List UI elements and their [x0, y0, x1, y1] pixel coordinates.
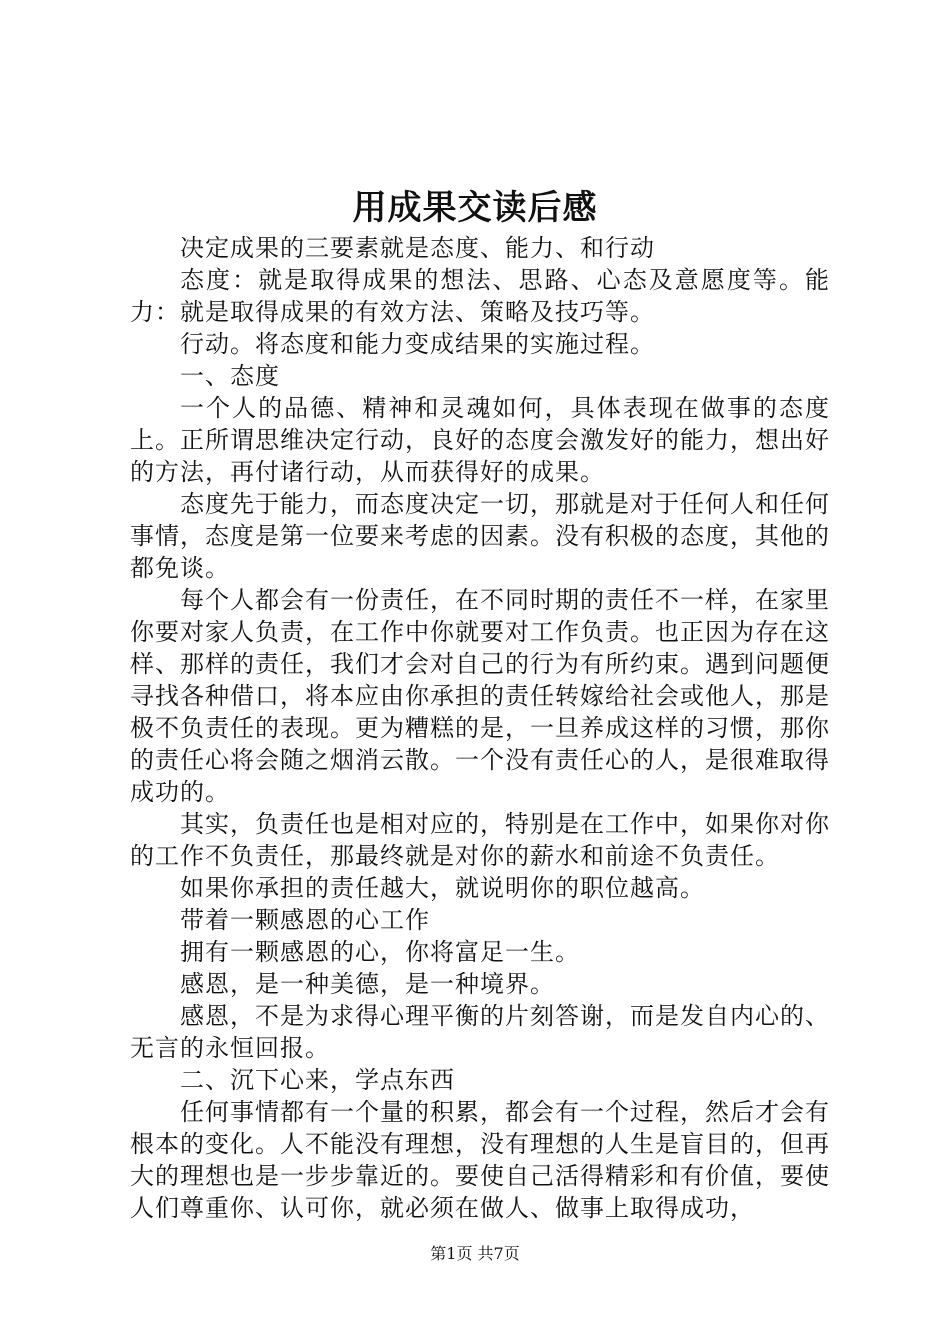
- document-title: 用成果交读后感: [352, 188, 598, 228]
- paragraph: 感恩，不是为求得心理平衡的片刻答谢，而是发自内心的、无言的永恒回报。: [130, 1002, 830, 1062]
- paragraph: 拥有一颗感恩的心，你将富足一生。: [180, 938, 580, 966]
- page-footer: 第1页 共7页: [430, 1244, 520, 1263]
- section-heading: 一、态度: [180, 362, 280, 390]
- paragraph: 其实，负责任也是相对应的，特别是在工作中，如果你对你的工作不负责任，那最终就是对你的薪水和前途不负责任。: [130, 810, 830, 870]
- paragraph: 任何事情都有一个量的积累，都会有一个过程，然后才会有根本的变化。人不能没有理想，没有理想的人生是盲目的，但再大的理想也是一步步靠近的。要使自己活得精彩和有价值，要使人们尊重你、认可你，就必须在做人、做事上取得成功，: [130, 1098, 830, 1222]
- document-body: [130, 232, 830, 1224]
- section-heading: 二、沉下心来，学点东西: [180, 1066, 455, 1094]
- paragraph: 如果你承担的责任越大，就说明你的职位越高。: [180, 874, 705, 902]
- paragraph: 一个人的品德、精神和灵魂如何，具体表现在做事的态度上。正所谓思维决定行动，良好的态度会激发好的能力，想出好的方法，再付诸行动，从而获得好的成果。: [130, 394, 830, 486]
- paragraph: 态度：就是取得成果的想法、思路、心态及意愿度等。能力：就是取得成果的有效方法、策略及技巧等。: [130, 266, 830, 326]
- paragraph: 感恩，是一种美德，是一种境界。: [180, 970, 555, 998]
- paragraph: 带着一颗感恩的心工作: [180, 906, 430, 934]
- paragraph: 行动。将态度和能力变成结果的实施过程。: [180, 330, 655, 358]
- paragraph: 决定成果的三要素就是态度、能力、和行动: [180, 234, 655, 262]
- paragraph: 每个人都会有一份责任，在不同时期的责任不一样，在家里你要对家人负责，在工作中你就要对工作负责。也正因为存在这样、那样的责任，我们才会对自己的行为有所约束。遇到问题便寻找各种借口，将本应由你承担的责任转嫁给社会或他人，那是极不负责任的表现。更为糟糕的是，一旦养成这样的习惯，那你的责任心将会随之烟消云散。一个没有责任心的人，是很难取得成功的。: [130, 586, 830, 806]
- paragraph: 态度先于能力，而态度决定一切，那就是对于任何人和任何事情，态度是第一位要来考虑的因素。没有积极的态度，其他的都免谈。: [130, 490, 830, 582]
